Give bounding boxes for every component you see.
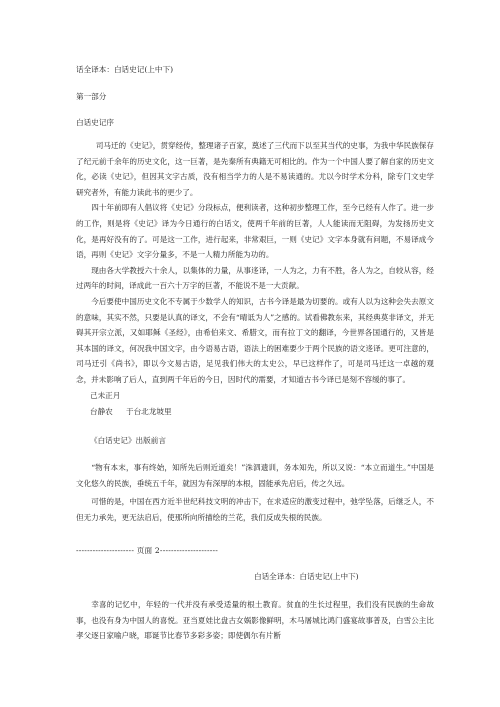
foreword-body xyxy=(76,460,434,525)
signoff-author: 台静农 xyxy=(90,406,113,416)
preface-paragraph: 今后要使中国历史文化不专属于少数学人的知识，古书今译是最为切要的。或有人以为这种会失去原文的意味，其实不然，只要是认真的译文，不会有“晴诋为人”之感的。试看佛教东来，其经典莫非译文，并无碍其开宗立派，又如耶稣《圣经》，由希伯来文、希腊文，而有拉丁文的翻译，今世界各国通行的，又皆是其本国的译文，何况我中国文字，由今语易古语，语法上的困难要少于两个民族的语文迻译。更可注意的，司马迁引《尚书》，即以今文易古语，足见我们伟大的太史公，早已这样作了，可是司马迁这一卓越的观念，并未影响了后人，直到两千年后的今日，因时代的需要，才知道古书今译已是刻不容缓的事了。 xyxy=(76,296,434,384)
foreword-paragraph: “物有本末，事有终始，知所先后则近道矣！”洙泗遗训，务本知先，所以又说：“本立而道生。”中国是文化悠久的民族，垂统五千年，就因为有深厚的本根，固能承先启后，传之久远。 xyxy=(76,463,434,488)
preface-paragraph: 司马迁的《史记》，贯穿经传，整理诸子百家，奠述了三代而下以至其当代的史事，为我中华民族保存了纪元前千余年的历史文化，这一巨著，是先秦所有典籍无可相比的。作为一个中国人要了解自家的历史文化，必读《史记》，但因其文字古质，没有相当学力的人是不易读通的。尤以今时学术分科，除专门文史学研究者外，有能力读此书的更少了。 xyxy=(76,141,434,197)
part-label: 第一部分 xyxy=(76,92,107,101)
preface-paragraph: 四十年前即有人倡议将《史记》分段标点，便利读者，这种初步整理工作，至今已经有人作了。进一步的工作，则是将《史记》译为今日通行的白话文，使两千年前的巨著，人人能读而无阻碍，为发扬历史文化，是再好没有的了。可是这一工作，进行起来，非常艰巨，一则《史记》文字本身就有问题，不易译成今语，再则《史记》文字分量多，不是一人精力所能为功的。 xyxy=(76,203,434,260)
document-title: 话全译本：白话史记(上中下) xyxy=(76,65,174,74)
signoff-block xyxy=(76,388,434,420)
page-divider: --------------------- 页面 2--------------------- xyxy=(76,546,219,555)
section-title-preface: 白话史记序 xyxy=(76,118,114,127)
page2-body xyxy=(76,597,434,644)
preface-body xyxy=(76,138,434,420)
preface-paragraph: 现由各大学教授六十余人，以集体的力量，从事迻译，一人为之，力有不胜，各人为之，自较从容，经过两年的时间，译成此一百六十万字的巨著，不能说不是一大贡献。 xyxy=(76,265,434,291)
page2-header: 白话全译本：白话史记(上中下) xyxy=(254,572,359,581)
section-title-foreword: 《白话史记》出版前言 xyxy=(90,436,166,445)
signoff-date: 己未正月 xyxy=(90,390,121,400)
foreword-paragraph: 可惜的是，中国在西方近半世纪科技文明的冲击下，在求适应的激变过程中，弛学坠落，后继乏人，不但无力承先，更无法启后，使那所向所描绘的兰花，我们反成失根的民族。 xyxy=(76,497,434,522)
signoff-place: 于台北龙坡里 xyxy=(126,406,172,416)
page2-paragraph: 幸喜的记忆中，年轻的一代并没有承受适量的根土教育。贫血的生长过程里，我们没有民族的生命故事，也没有身为中国人的喜悦。亚当夏娃比盘古女娲影像鲜明，木马屠城比鸿门盛宴故事普及，白雪公主比孝父逐日家喻户晓，耶诞节比春节多彩多姿；即使偶尔有片断 xyxy=(76,600,434,641)
